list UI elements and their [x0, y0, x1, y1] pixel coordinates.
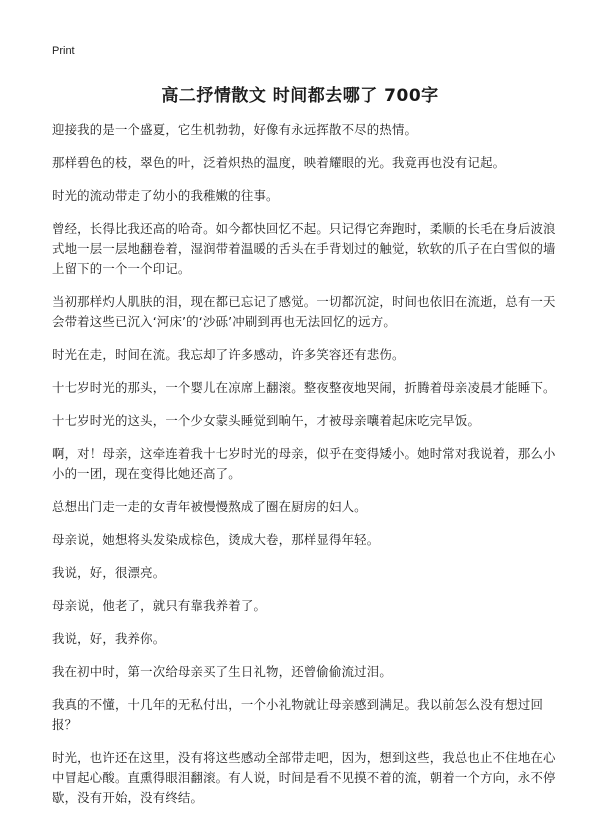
paragraph: 啊，对！母亲，这牵连着我十七岁时光的母亲，似乎在变得矮小。她时常对我说着，那么小小的一团，现在变得比她还高了。: [52, 446, 556, 481]
paragraph: 时光在走，时间在流。我忘却了许多感动，许多笑容还有悲伤。: [52, 347, 405, 362]
paragraph: 当初那样灼人肌肤的泪，现在都已忘记了感觉。一切都沉淀，时间也依旧在流逝，总有一天会带着这些已沉入‘河床’的‘沙砾’冲刷到再也无法回忆的远方。: [52, 294, 556, 329]
paragraph: 我说，好，我养你。: [52, 631, 166, 646]
article-body: [52, 120, 557, 821]
paragraph: 迎接我的是一个盛夏，它生机勃勃，好像有永远挥散不尽的热情。: [52, 122, 418, 137]
paragraph: 十七岁时光的那头，一个婴儿在凉席上翻滚。整夜整夜地哭闹，折腾着母亲凌晨才能睡下。: [52, 380, 556, 395]
paragraph: 十七岁时光的这头，一个少女蒙头睡觉到晌午，才被母亲嚷着起床吃完早饭。: [52, 413, 481, 428]
paragraph: 总想出门走一走的女青年被慢慢熬成了圈在厨房的妇人。: [52, 499, 367, 514]
paragraph: 我真的不懂，十几年的无私付出，一个小礼物就让母亲感到满足。我以前怎么没有想过回报？: [52, 697, 544, 732]
paragraph: 时光的流动带走了幼小的我稚嫩的往事。: [52, 188, 279, 203]
paragraph: 母亲说，她想将头发染成棕色，烫成大卷，那样显得年轻。: [52, 532, 380, 547]
paragraph: 母亲说，他老了，就只有靠我养着了。: [52, 598, 267, 613]
paragraph: 那样碧色的枝，翠色的叶，泛着炽热的温度，映着耀眼的光。我竟再也没有记起。: [52, 155, 506, 170]
print-link[interactable]: Print: [52, 45, 75, 57]
paragraph: 时光，也许还在这里，没有将这些感动全部带走吧，因为，想到这些，我总也止不住地在心中冒起心酸。直熏得眼泪翻滚。有人说，时间是看不见摸不着的流，朝着一个方向，永不停歇，没有开始，没有终结。: [52, 750, 556, 805]
paragraph: 曾经，长得比我还高的哈奇。如今都快回忆不起。只记得它奔跑时，柔顺的长毛在身后波浪式地一层一层地翻卷着，湿润带着温暖的舌头在手背划过的触觉，软软的爪子在白雪似的墙上留下的一个一个印记。: [52, 221, 556, 276]
article-title: 高二抒情散文 时间都去哪了 700字: [161, 86, 439, 106]
paragraph: 我说，好，很漂亮。: [52, 565, 166, 580]
paragraph: 我在初中时，第一次给母亲买了生日礼物，还曾偷偷流过泪。: [52, 664, 392, 679]
